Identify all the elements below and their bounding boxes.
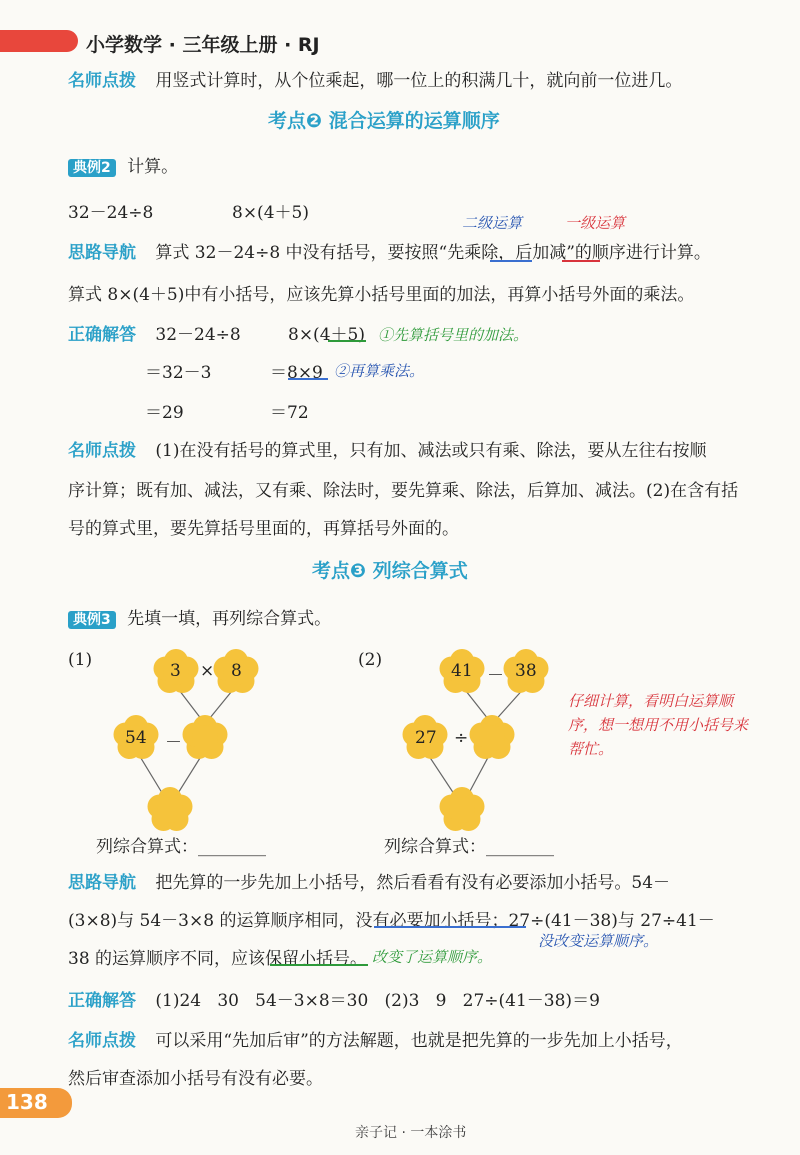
diagram1-label: (1) (68, 650, 93, 670)
section3-title: 考点❸ 列综合算式 (312, 560, 468, 582)
hw-note-line2: 序，想一想用不用小括号来 (568, 716, 749, 734)
underline-add-subtract (562, 260, 600, 262)
example2-badge: 典例2 (68, 159, 116, 177)
guide3-text1: 把先算的一步先加上小括号，然后看看有没有必要添加小括号。54－ (155, 873, 671, 893)
diagram2-answer-label: 列综合算式：________ (384, 837, 554, 857)
hw-level1: 一级运算 (565, 214, 626, 232)
underline-multiply-divide (490, 260, 532, 262)
tip2-text1: (1)在没有括号的算式里，只有加、减法或只有乘、除法，要从左往右按顺 (155, 441, 707, 461)
diagram2-flower-result1 (470, 715, 515, 759)
diagram1-op2: － (165, 733, 182, 753)
example2-row (68, 152, 178, 177)
answer2-b2: ＝8×9 (270, 363, 323, 383)
guide3-line2: (3×8)与 54－3×8 的运算顺序相同，没有必要加小括号；27÷(41－38)与 27÷41－ (68, 911, 715, 931)
diagram2-flower-result2 (440, 787, 485, 831)
tip1-text: 用竖式计算时，从个位乘起，哪一位上的积满几十，就向前一位进几。 (155, 71, 683, 91)
section2-title: 考点❷ 混合运算的运算顺序 (268, 110, 500, 132)
example3-badge: 典例3 (68, 611, 116, 629)
diagram1-n1: 3 (170, 661, 181, 681)
diagram2-label: (2) (358, 650, 383, 670)
underline-parens (328, 340, 366, 342)
diagram2-op1: － (487, 666, 504, 686)
example2-expr1: 32－24÷8 (68, 203, 154, 223)
tip2-line1 (68, 436, 707, 461)
diagram2-n2: 38 (515, 661, 537, 681)
tip3-text1: 可以采用“先加后审”的方法解题，也就是把先算的一步先加上小括号， (155, 1031, 683, 1051)
footer-text: 亲子记 · 一本涂书 (355, 1125, 467, 1141)
diagram2-n1: 41 (451, 661, 473, 681)
hw-note-line3: 帮忙。 (568, 740, 614, 758)
guide3-line1 (68, 868, 670, 893)
hw-not-changed: 没改变运算顺序。 (538, 932, 659, 950)
guide3-label: 思路导航 (68, 873, 136, 893)
tip3-label: 名师点拨 (68, 1031, 136, 1051)
tip2-line3: 号的算式里，要先算括号里面的，再算括号外面的。 (68, 519, 459, 539)
tip2-line2: 序计算；既有加、减法，又有乘、除法时，要先算乘、除法，后算加、减法。(2)在含有括 (68, 481, 739, 501)
answer2-a3: ＝29 (145, 403, 184, 423)
tip1-row (68, 66, 682, 91)
hw-note-line1: 仔细计算，看明白运算顺 (568, 692, 734, 710)
diagram1-op1: × (200, 661, 215, 681)
answer2-a2: ＝32－3 (145, 363, 212, 383)
diagram2-n3: 27 (415, 728, 437, 748)
answer3-text: (1)24 30 54－3×8＝30 (2)3 9 27÷(41－38)＝9 (155, 991, 600, 1011)
diagram1-flower-result1 (183, 715, 228, 759)
hw-level2: 二级运算 (462, 214, 523, 232)
tip2-label: 名师点拨 (68, 441, 136, 461)
answer2-row1 (68, 320, 241, 345)
diagram1-n3: 54 (125, 728, 147, 748)
answer3-row (68, 986, 600, 1011)
underline-keep (270, 964, 368, 966)
guide2-line2: 算式 8×(4＋5)中有小括号，应该先算小括号里面的加法，再算小括号外面的乘法。 (68, 285, 695, 305)
example2-expr2: 8×(4＋5) (232, 203, 309, 223)
tip3-line1 (68, 1026, 683, 1051)
diagram1-answer-label: 列综合算式：________ (96, 837, 266, 857)
tip1-label: 名师点拨 (68, 71, 136, 91)
answer2-b1: 8×(4＋5) (288, 325, 365, 345)
page-number: 138 (6, 1090, 48, 1114)
tip3-line2: 然后审查添加小括号有没有必要。 (68, 1069, 323, 1089)
answer2-b3: ＝72 (270, 403, 309, 423)
diagram1-n2: 8 (231, 661, 242, 681)
guide2-text1: 算式 32－24÷8 中没有括号，要按照“先乘除，后加减”的顺序进行计算。 (155, 243, 711, 263)
answer2-label: 正确解答 (68, 325, 136, 345)
diagram2-op2: ÷ (454, 728, 469, 748)
header-title: 小学数学 · 三年级上册 · RJ (86, 34, 320, 56)
header-red-bar (0, 30, 78, 52)
example3-text: 先填一填，再列综合算式。 (127, 609, 332, 629)
hw-step1: ①先算括号里的加法。 (378, 326, 529, 344)
guide2-line1 (68, 238, 711, 263)
diagram1-flower-result2 (148, 787, 193, 831)
hw-changed: 改变了运算顺序。 (372, 948, 493, 966)
answer2-a1: 32－24÷8 (155, 325, 241, 345)
underline-8x9 (288, 378, 328, 380)
guide2-label: 思路导航 (68, 243, 136, 263)
underline-no-need (374, 926, 526, 928)
example3-row (68, 604, 331, 629)
example2-text: 计算。 (127, 157, 179, 177)
answer3-label: 正确解答 (68, 991, 136, 1011)
guide3-line3: 38 的运算顺序不同，应该保留小括号。 (68, 949, 368, 969)
hw-step2: ②再算乘法。 (334, 362, 425, 380)
